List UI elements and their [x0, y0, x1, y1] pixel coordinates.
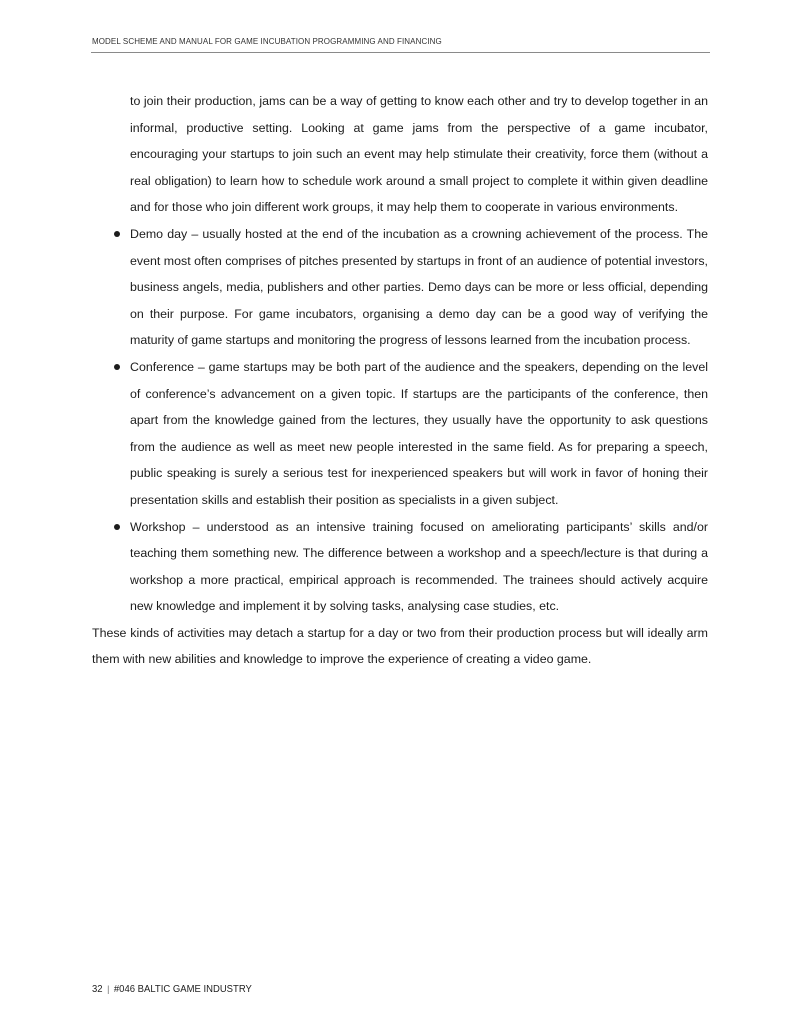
page-body — [92, 88, 708, 673]
list-item-text: Workshop – understood as an intensive training focused on ameliorating participants’ skills and/or teaching them something new. The difference between a workshop and a speech/lecture is that during a workshop a more practical, empirical approach is recommended. The trainees should actively acquire new knowledge and implement it by solving tasks, analysing case studies, etc. — [130, 519, 708, 614]
list-item-demo-day — [92, 221, 708, 354]
list-item-text: Conference – game startups may be both part of the audience and the speakers, depending on the level of conference’s advancement on a given topic. If startups are the participants of the conference, then apart from the knowledge gained from the lectures, they usually have the opportunity to ask questions from the audience as well as meet new people interested in the same field. As for preparing a speech, public speaking is surely a serious test for inexperienced speakers but will work in favor of honing their presentation skills and establish their position as specialists in a given subject. — [130, 359, 708, 507]
page-number: 32 — [92, 984, 103, 995]
header-divider — [91, 52, 710, 53]
list-item-workshop — [92, 514, 708, 620]
footer-separator: | — [107, 984, 110, 994]
bullet-icon — [114, 231, 120, 237]
continuation-paragraph: to join their production, jams can be a way of getting to know each other and try to develop together in an informal, productive setting. Looking at game jams from the perspective of a game incubator, encouraging your startups to join such an event may help stimulate their creativity, force them (without a real obligation) to learn how to schedule work around a small project to complete it within given deadline and for those who join different work groups, it may help them to cooperate in various environments. — [130, 94, 708, 215]
running-header: MODEL SCHEME AND MANUAL FOR GAME INCUBATION PROGRAMMING AND FINANCING — [92, 36, 442, 46]
running-footer — [92, 984, 252, 995]
list-item-text: Demo day – usually hosted at the end of the incubation as a crowning achievement of the process. The event most often comprises of pitches presented by startups in front of an audience of potential investors, business angels, media, publishers and other parties. Demo days can be more or less official, depending on their purpose. For game incubators, organising a demo day can be a good way of verifying the maturity of game startups and monitoring the progress of lessons learned from the incubation process. — [130, 226, 708, 348]
closing-paragraph: These kinds of activities may detach a startup for a day or two from their production process but will ideally arm them with new abilities and knowledge to improve the experience of creating a video game. — [92, 625, 708, 667]
bullet-icon — [114, 524, 120, 530]
bullet-icon — [114, 364, 120, 370]
publication-name: #046 BALTIC GAME INDUSTRY — [113, 984, 252, 995]
activity-list — [92, 221, 708, 620]
list-item-conference — [92, 354, 708, 514]
